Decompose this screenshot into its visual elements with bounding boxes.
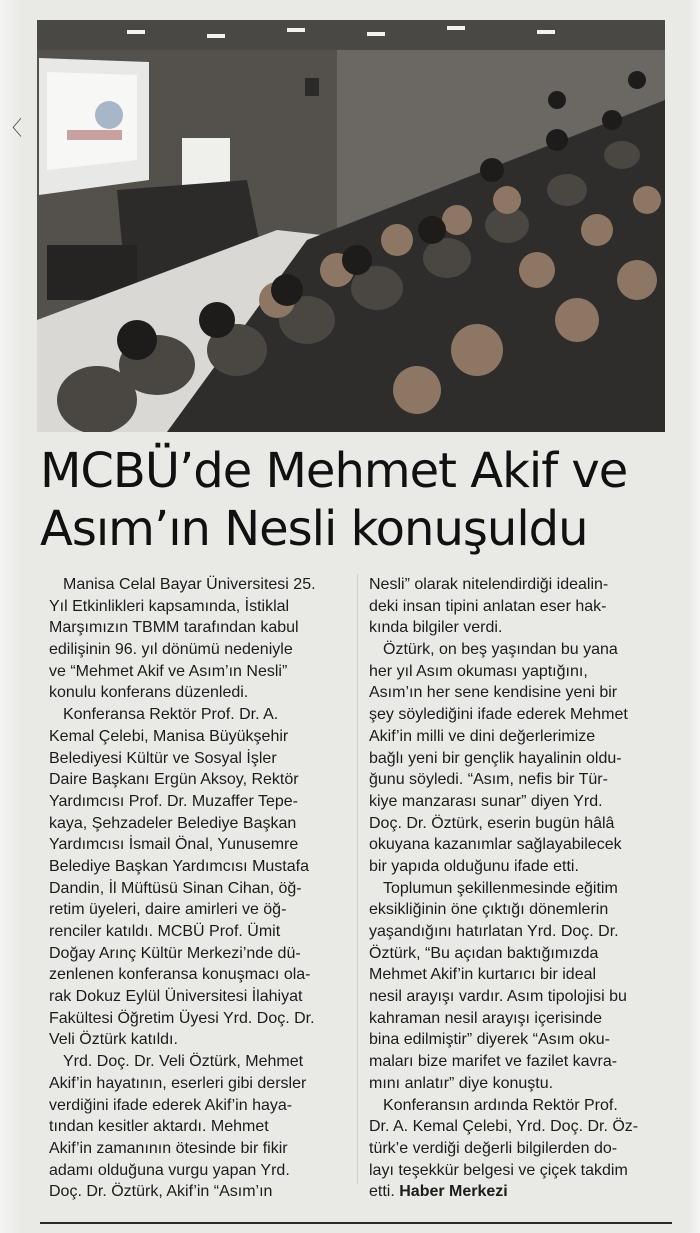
text-line: tından kesitler aktardı. Mehmet <box>49 1118 269 1136</box>
text-line: eksikliğinin öne çıktığı dönemlerin <box>369 901 609 919</box>
text-line: Fakültesi Öğretim Üyesi Yrd. Doç. Dr. <box>49 1009 315 1027</box>
text-line: Manisa Celal Bayar Üniversitesi 25. <box>63 576 316 593</box>
text-line: edilişinin 96. yıl dönümü nedeniyle <box>49 641 293 659</box>
text-line: verdiğini ifade ederek Akif’in haya- <box>49 1096 293 1114</box>
text-line: deki insan tipini anlatan eser hak- <box>369 597 607 615</box>
text-line: okuyana kazanımlar sağlayabilecek <box>369 836 622 854</box>
headline-line-1: MCBÜ’de Mehmet Akif ve <box>40 443 628 499</box>
text-line: Yrd. Doç. Dr. Veli Öztürk, Mehmet <box>63 1053 304 1071</box>
text-line: Konferansın ardında Rektör Prof. <box>383 1096 618 1114</box>
text-line: Belediyesi Kültür ve Sosyal İşler <box>49 749 277 767</box>
text-line: Konferansa Rektör Prof. Dr. A. <box>63 706 279 724</box>
text-line: retim üyeleri, daire amirleri ve öğ- <box>49 901 287 919</box>
text-line: Doğay Arınç Kültür Merkezi’nde dü- <box>49 944 301 962</box>
text-line: renciler katıldı. MCBÜ Prof. Ümit <box>49 923 281 940</box>
text-line: Öztürk, “Bu açıdan baktığımızda <box>369 944 599 962</box>
text-line: Doç. Dr. Öztürk, eserin bugün hâlâ <box>369 814 615 832</box>
text-line: zenlenen konferansa konuşmacı ola- <box>49 966 311 984</box>
headline-line-2: Asım’ın Nesli konuşuldu <box>40 501 588 557</box>
text-line: Akif’in milli ve dini değerlerimize <box>369 727 596 745</box>
text-line: Dandin, İl Müftüsü Sinan Cihan, öğ- <box>49 879 302 897</box>
text-line: Akif’in zamanının ötesinde bir fikir <box>49 1139 288 1157</box>
article-column-left <box>49 574 349 1203</box>
text-line: Veli Öztürk katıldı. <box>49 1031 178 1049</box>
signoff-byline: Haber Merkezi <box>399 1183 508 1201</box>
text-line: Mehmet Akif’in kurtarıcı bir ideal <box>369 966 597 984</box>
text-line: kahraman nesil arayışı içerisinde <box>369 1009 602 1027</box>
text-line: bir yapıda olduğunu ifade etti. <box>369 857 579 875</box>
text-line: Dr. A. Kemal Çelebi, Yrd. Doç. Dr. Öz- <box>369 1118 639 1136</box>
text-line: maları bize marifet ve fazilet kavra- <box>369 1053 618 1071</box>
text-line: bina edilmiştir” diyerek “Asım oku- <box>369 1031 610 1049</box>
text-line: layı teşekkür belgesi ve çiçek takdim <box>369 1161 628 1179</box>
text-line: Belediye Başkan Yardımcısı Mustafa <box>49 857 309 875</box>
paper-edge-left <box>0 0 22 1233</box>
text-line-end: etti. <box>369 1183 395 1201</box>
text-line: ve “Mehmet Akif ve Asım’ın Nesli” <box>49 662 288 680</box>
text-line: her yıl Asım okuması yaptığını, <box>369 662 588 680</box>
text-line: Yardımcısı İsmail Önal, Yunusemre <box>49 836 299 854</box>
text-line: yaşandığını hatırlatan Yrd. Doç. Dr. <box>369 923 619 940</box>
text-line: mını anlatır” diye konuştu. <box>369 1074 554 1092</box>
article-headline <box>40 442 670 558</box>
column-divider <box>357 574 358 1184</box>
text-line: ğunu söyledi. “Asım, nefis bir Tür- <box>369 771 608 789</box>
text-line: Öztürk, on beş yaşından bu yana <box>383 641 618 659</box>
text-line: şey söylediğini ifade ederek Mehmet <box>369 706 628 724</box>
text-line: Doç. Dr. Öztürk, Akif’in “Asım’ın <box>49 1183 273 1201</box>
text-line: Asım’ın her sene kendisine yeni bir <box>369 684 618 702</box>
text-line: kiye manzarası sunar” diyen Yrd. <box>369 792 603 810</box>
bottom-rule <box>40 1222 672 1224</box>
text-line: kaya, Şehzadeler Belediye Başkan <box>49 814 297 832</box>
text-line: Akif’in hayatının, eserleri gibi dersler <box>49 1074 307 1092</box>
last-text-line <box>369 1181 669 1203</box>
text-line: Kemal Çelebi, Manisa Büyükşehir <box>49 727 289 745</box>
text-line: Nesli” olarak nitelendirdiği idealin- <box>369 576 609 593</box>
text-line: türk’e verdiği değerli bilgilerden do- <box>369 1139 618 1157</box>
text-line: bağlı yeni bir gençlik hayalinin oldu- <box>369 749 622 767</box>
text-line: Daire Başkanı Ergün Aksoy, Rektör <box>49 771 299 789</box>
text-line: nesil arayışı vardır. Asım tipolojisi bu <box>369 988 627 1006</box>
text-line: Yardımcısı Prof. Dr. Muzaffer Tepe- <box>49 792 298 810</box>
paper-edge-right <box>688 0 700 1233</box>
margin-pen-mark: 〈 <box>2 116 22 140</box>
article-column-right <box>369 574 669 1203</box>
text-line: Toplumun şekillenmesinde eğitim <box>383 879 618 897</box>
text-line: rak Dokuz Eylül Üniversitesi İlahiyat <box>49 988 303 1006</box>
text-line: kında bilgiler verdi. <box>369 619 503 637</box>
text-line: konulu konferans düzenledi. <box>49 684 249 702</box>
text-line: adamı olduğuna vurgu yapan Yrd. <box>49 1161 290 1179</box>
text-line: Yıl Etkinlikleri kapsamında, İstiklal <box>49 597 290 615</box>
auditorium-photo <box>37 20 665 432</box>
text-line: Marşımızın TBMM tarafından kabul <box>49 619 299 637</box>
auditorium-illustration-icon <box>37 20 665 432</box>
